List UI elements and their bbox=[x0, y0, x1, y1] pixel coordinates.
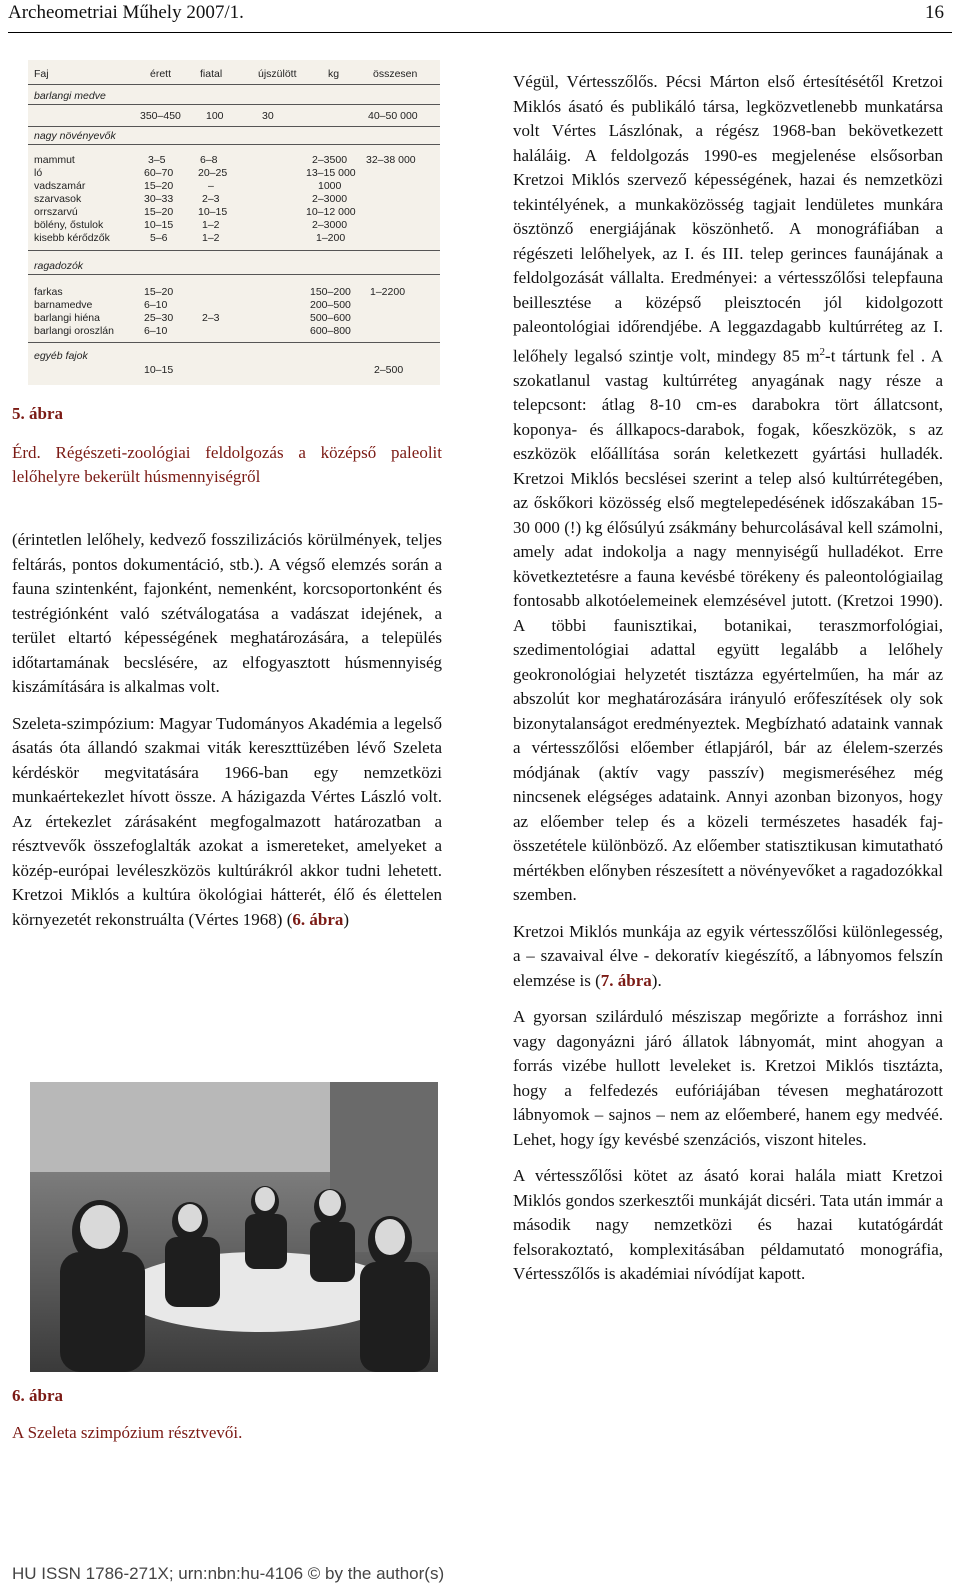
table-cell: 1000 bbox=[318, 180, 342, 192]
table-cell: 2–500 bbox=[374, 364, 404, 376]
col-header-faj: Faj bbox=[34, 68, 49, 80]
table-cell: 13–15 000 bbox=[306, 167, 356, 179]
table-cell: 1–2 bbox=[202, 219, 220, 231]
figure-5-label: 5. ábra bbox=[12, 404, 63, 423]
table-cell: 15–20 bbox=[144, 206, 174, 218]
table-cell: mammut bbox=[34, 154, 75, 166]
figure-5-caption-block bbox=[12, 402, 442, 490]
paragraph: (érintetlen lelőhely, kedvező fosszilizációs körülmények, teljes feltárás, pontos dokumentáció, stb.). A végső elemzés során a fauna szintenként, fajonként, nemenként, korcsoportonként és testrégiónként való szétválogatása a vadászat idejének, a terület eltartó képességének meghatározására, a település időtartamának becslésére, az elfogyasztott húsmennyiség kiszámítására is alkalmas volt. bbox=[12, 530, 442, 696]
table-cell: 15–20 bbox=[144, 286, 174, 298]
figure-6-caption: A Szeleta szimpózium résztvevői. bbox=[12, 1422, 243, 1442]
table-cell: barlangi hiéna bbox=[34, 312, 100, 324]
table-cell: 1–200 bbox=[316, 232, 346, 244]
table-cell: 15–20 bbox=[144, 180, 174, 192]
left-column-text bbox=[12, 528, 442, 944]
table-cell: 1–2 bbox=[202, 232, 220, 244]
footer-issn: HU ISSN 1786-271X; urn:nbn:hu-4106 © by the author(s) bbox=[12, 1564, 445, 1583]
col-header-fiatal: fiatal bbox=[200, 68, 223, 80]
table-cell: 100 bbox=[206, 110, 224, 122]
table-cell: barlangi oroszlán bbox=[34, 325, 114, 337]
table-rule bbox=[28, 342, 440, 343]
table-cell: 3–5 bbox=[148, 154, 166, 166]
table-cell: – bbox=[208, 180, 214, 192]
col-header-ujszulott: újszülött bbox=[258, 68, 297, 80]
table-cell: 40–50 000 bbox=[368, 110, 418, 122]
paragraph: Végül, Vértesszőlős. Pécsi Márton első értesítésétől Kretzoi Miklós ásató és publikáló társa, legközvetlenebb munkatársa volt Vértes Lászlónak, a régész 1968-ban bekövetkezett haláláig. A feldolgozás 1990-es megjelenése elsősorban Kretzoi Miklós szervező képességének, hazai és nemzetközi tekintélyének, a munkaközösség tagjait lendületes munkára ösztönző energiájának köszönhető. A monográfiában a régészeti lelőhelyek, az I. és III. telep gerinces faunájának a feldolgozását vállalta. Eredményei: a vértesszőlősi telepfauna beillesztése a középső pleisztocén jól kidolgozott paleontológiai időrendjébe. A leggazdagabb kultúrréteg az I. lelőhely legalsó szintje volt, mindegy 85 $m^2-t$ tártunk fel . A szokatlanul vastag kultúrréteg anyagának nagy része a telepcsont: átlag 8-10 cm-es darabokra tört állatcsont, koponya- és állkapocs-darabok, fogak, kőeszközök, s az eszközök előállítása során keletkezett gyártási hulladék. Kretzoi Miklós becslései szerint a telep alsó kultúrrétegében, az őskőkori közösség első megtelepedésének időszakában 15-30 000 (!) kg élősúlyú zsákmány behurcolásával kell számolni, amely adat indokolja a nagy mennyiségű hulladékot. Erre következtetésre a fauna kevésbé törékeny és paleontológiailag fontosabb alkotóelemeinek elemzésével jutott. (Kretzoi 1990). A többi faunisztikai, botanikai, teraszmorfológiai, szedimentológiai adattal együtt legalább a lelőhely geokronológiai helyzetét tisztázza egyértelműen, ha már az abszolút kor meghatározására irányuló erőfeszítések oly sok bizonytalanságot eredményeztek. Megbízható adataink vannak a vértesszőlősi előember étlapjáról, bár az élelem-szerzés módjának (aktív vagy passzív) megismeréséhez még nincsenek elégséges adataink. Annyi azonban bizonyos, hogy az előember telep és a közeli természetes hasadék faj-összetétele különböző. Az előember statisztikusan kimutatható mértékben előnyben részesített a növényevőket a ragadozókkal szemben. bbox=[513, 72, 943, 905]
table-cell: 32–38 000 bbox=[366, 154, 416, 166]
table-cell: 20–25 bbox=[198, 167, 228, 179]
table-cell: 60–70 bbox=[144, 167, 174, 179]
table-rule bbox=[28, 84, 440, 85]
figure-reference-link[interactable]: 6. ábra bbox=[292, 909, 344, 929]
table-cell: kisebb kérődzők bbox=[34, 232, 110, 244]
col-header-osszesen: összesen bbox=[373, 68, 418, 80]
paragraph: Kretzoi Miklós munkája az egyik vértesszőlősi különlegesség, a – szavaival élve - dekoratív kiegészítő, a lábnyomos felszín elemzése is (7. ábra). bbox=[513, 921, 943, 990]
figure-5-table bbox=[28, 60, 440, 385]
table-cell: 2–3500 bbox=[312, 154, 348, 166]
figure-6-caption-block bbox=[12, 1384, 442, 1445]
table-rule bbox=[28, 250, 440, 251]
table-cell: 25–30 bbox=[144, 312, 174, 324]
table-cell: 30–33 bbox=[144, 193, 174, 205]
page-header bbox=[8, 2, 952, 33]
table-cell: 10–15 bbox=[198, 206, 228, 218]
table-cell: 1–2200 bbox=[370, 286, 406, 298]
table-cell: vadszamár bbox=[34, 180, 86, 192]
symposium-photo bbox=[30, 1082, 438, 1372]
figure-6-label: 6. ábra bbox=[12, 1386, 63, 1405]
section-heading: barlangi medve bbox=[34, 90, 106, 102]
table-cell: barnamedve bbox=[34, 299, 93, 311]
table-cell: 600–800 bbox=[310, 325, 351, 337]
table-cell: 2–3 bbox=[202, 312, 220, 324]
table-rule bbox=[28, 274, 440, 275]
table-cell: 500–600 bbox=[310, 312, 351, 324]
table-cell: farkas bbox=[34, 286, 63, 298]
col-header-kg: kg bbox=[328, 68, 340, 80]
table-rule bbox=[28, 104, 440, 105]
table-rule bbox=[28, 144, 440, 145]
table-cell: bölény, őstulok bbox=[34, 219, 104, 231]
table-rule bbox=[28, 126, 440, 127]
table-cell: 2–3000 bbox=[312, 219, 348, 231]
table-cell: 30 bbox=[262, 110, 274, 122]
page-number: 16 bbox=[925, 2, 944, 23]
table-cell: 10–15 bbox=[144, 219, 174, 231]
table-cell: 2–3 bbox=[202, 193, 220, 205]
col-header-erett: érett bbox=[150, 68, 172, 80]
table-cell: 6–8 bbox=[200, 154, 218, 166]
table-cell: ló bbox=[34, 167, 43, 179]
table-cell: 350–450 bbox=[140, 110, 181, 122]
figure-6-photo bbox=[30, 1082, 438, 1372]
table-cell: 10–12 000 bbox=[306, 206, 356, 218]
table-cell: 10–15 bbox=[144, 364, 174, 376]
section-heading: ragadozók bbox=[34, 260, 84, 272]
table-cell: 2–3000 bbox=[312, 193, 348, 205]
section-heading: nagy növényevők bbox=[34, 130, 116, 142]
table-cell: orrszarvú bbox=[34, 206, 78, 218]
paragraph: A gyorsan szilárduló mésziszap megőrizte a forráshoz inni vagy dagonyázni járó állatok lábnyomát, mint ahogyan a forrás vizébe hullott leveleket is. Kretzoi Miklós tisztázta, hogy a felfedezés eufóriájában tévesen meghatározott lábnyomok – sajnos – nem az előemberé, hanem egy medvéé. Lehet, hogy így kevésbé szenzációs, viszont hiteles. bbox=[513, 1007, 943, 1149]
section-heading: egyéb fajok bbox=[34, 350, 88, 362]
table-cell: 200–500 bbox=[310, 299, 351, 311]
table-cell: 5–6 bbox=[150, 232, 168, 244]
table-cell: 6–10 bbox=[144, 325, 168, 337]
figure-5-caption: Érd. Régészeti-zoológiai feldolgozás a középső paleolit lelőhelyre bekerült húsmennyiségről bbox=[12, 442, 442, 486]
table-cell: 6–10 bbox=[144, 299, 168, 311]
paragraph: Szeleta-szimpózium: Magyar Tudományos Akadémia a legelső ásatás óta állandó szakmai viták kereszttüzében lévő Szeleta kérdéskör megvitatására 1966-ban egy nemzetközi munkaértekezlet hívott össze. A házigazda Vértes László volt. Az értekezlet zárásaként megfogalmazott határozatban a résztvevők összefoglalták azokat a ismereteket, amelyeket a közép-európai levéleszközös kultúrákról akkor tudni lehetett. Kretzoi Miklós a kultúra ökológiai hátterét, élő és élettelen környezetét rekonstruálta (Vértes 1968) (6. ábra) bbox=[12, 713, 442, 929]
paragraph: A vértesszőlősi kötet az ásató korai halála miatt Kretzoi Miklós gondos szerkesztői munkáját dicséri. Tata után immár a második nagy nemzetközi és hazai kutatógárdát felsorakoztató, komplexitásában példamutató monográfia, Vértesszőlős is akadémiai nívódíjat kapott. bbox=[513, 1166, 943, 1284]
table-cell: 150–200 bbox=[310, 286, 351, 298]
journal-title: Archeometriai Műhely 2007/1. bbox=[8, 2, 244, 23]
table-cell: szarvasok bbox=[34, 193, 82, 205]
figure-reference-link[interactable]: 7. ábra bbox=[600, 970, 652, 990]
right-column-text bbox=[513, 70, 943, 1299]
